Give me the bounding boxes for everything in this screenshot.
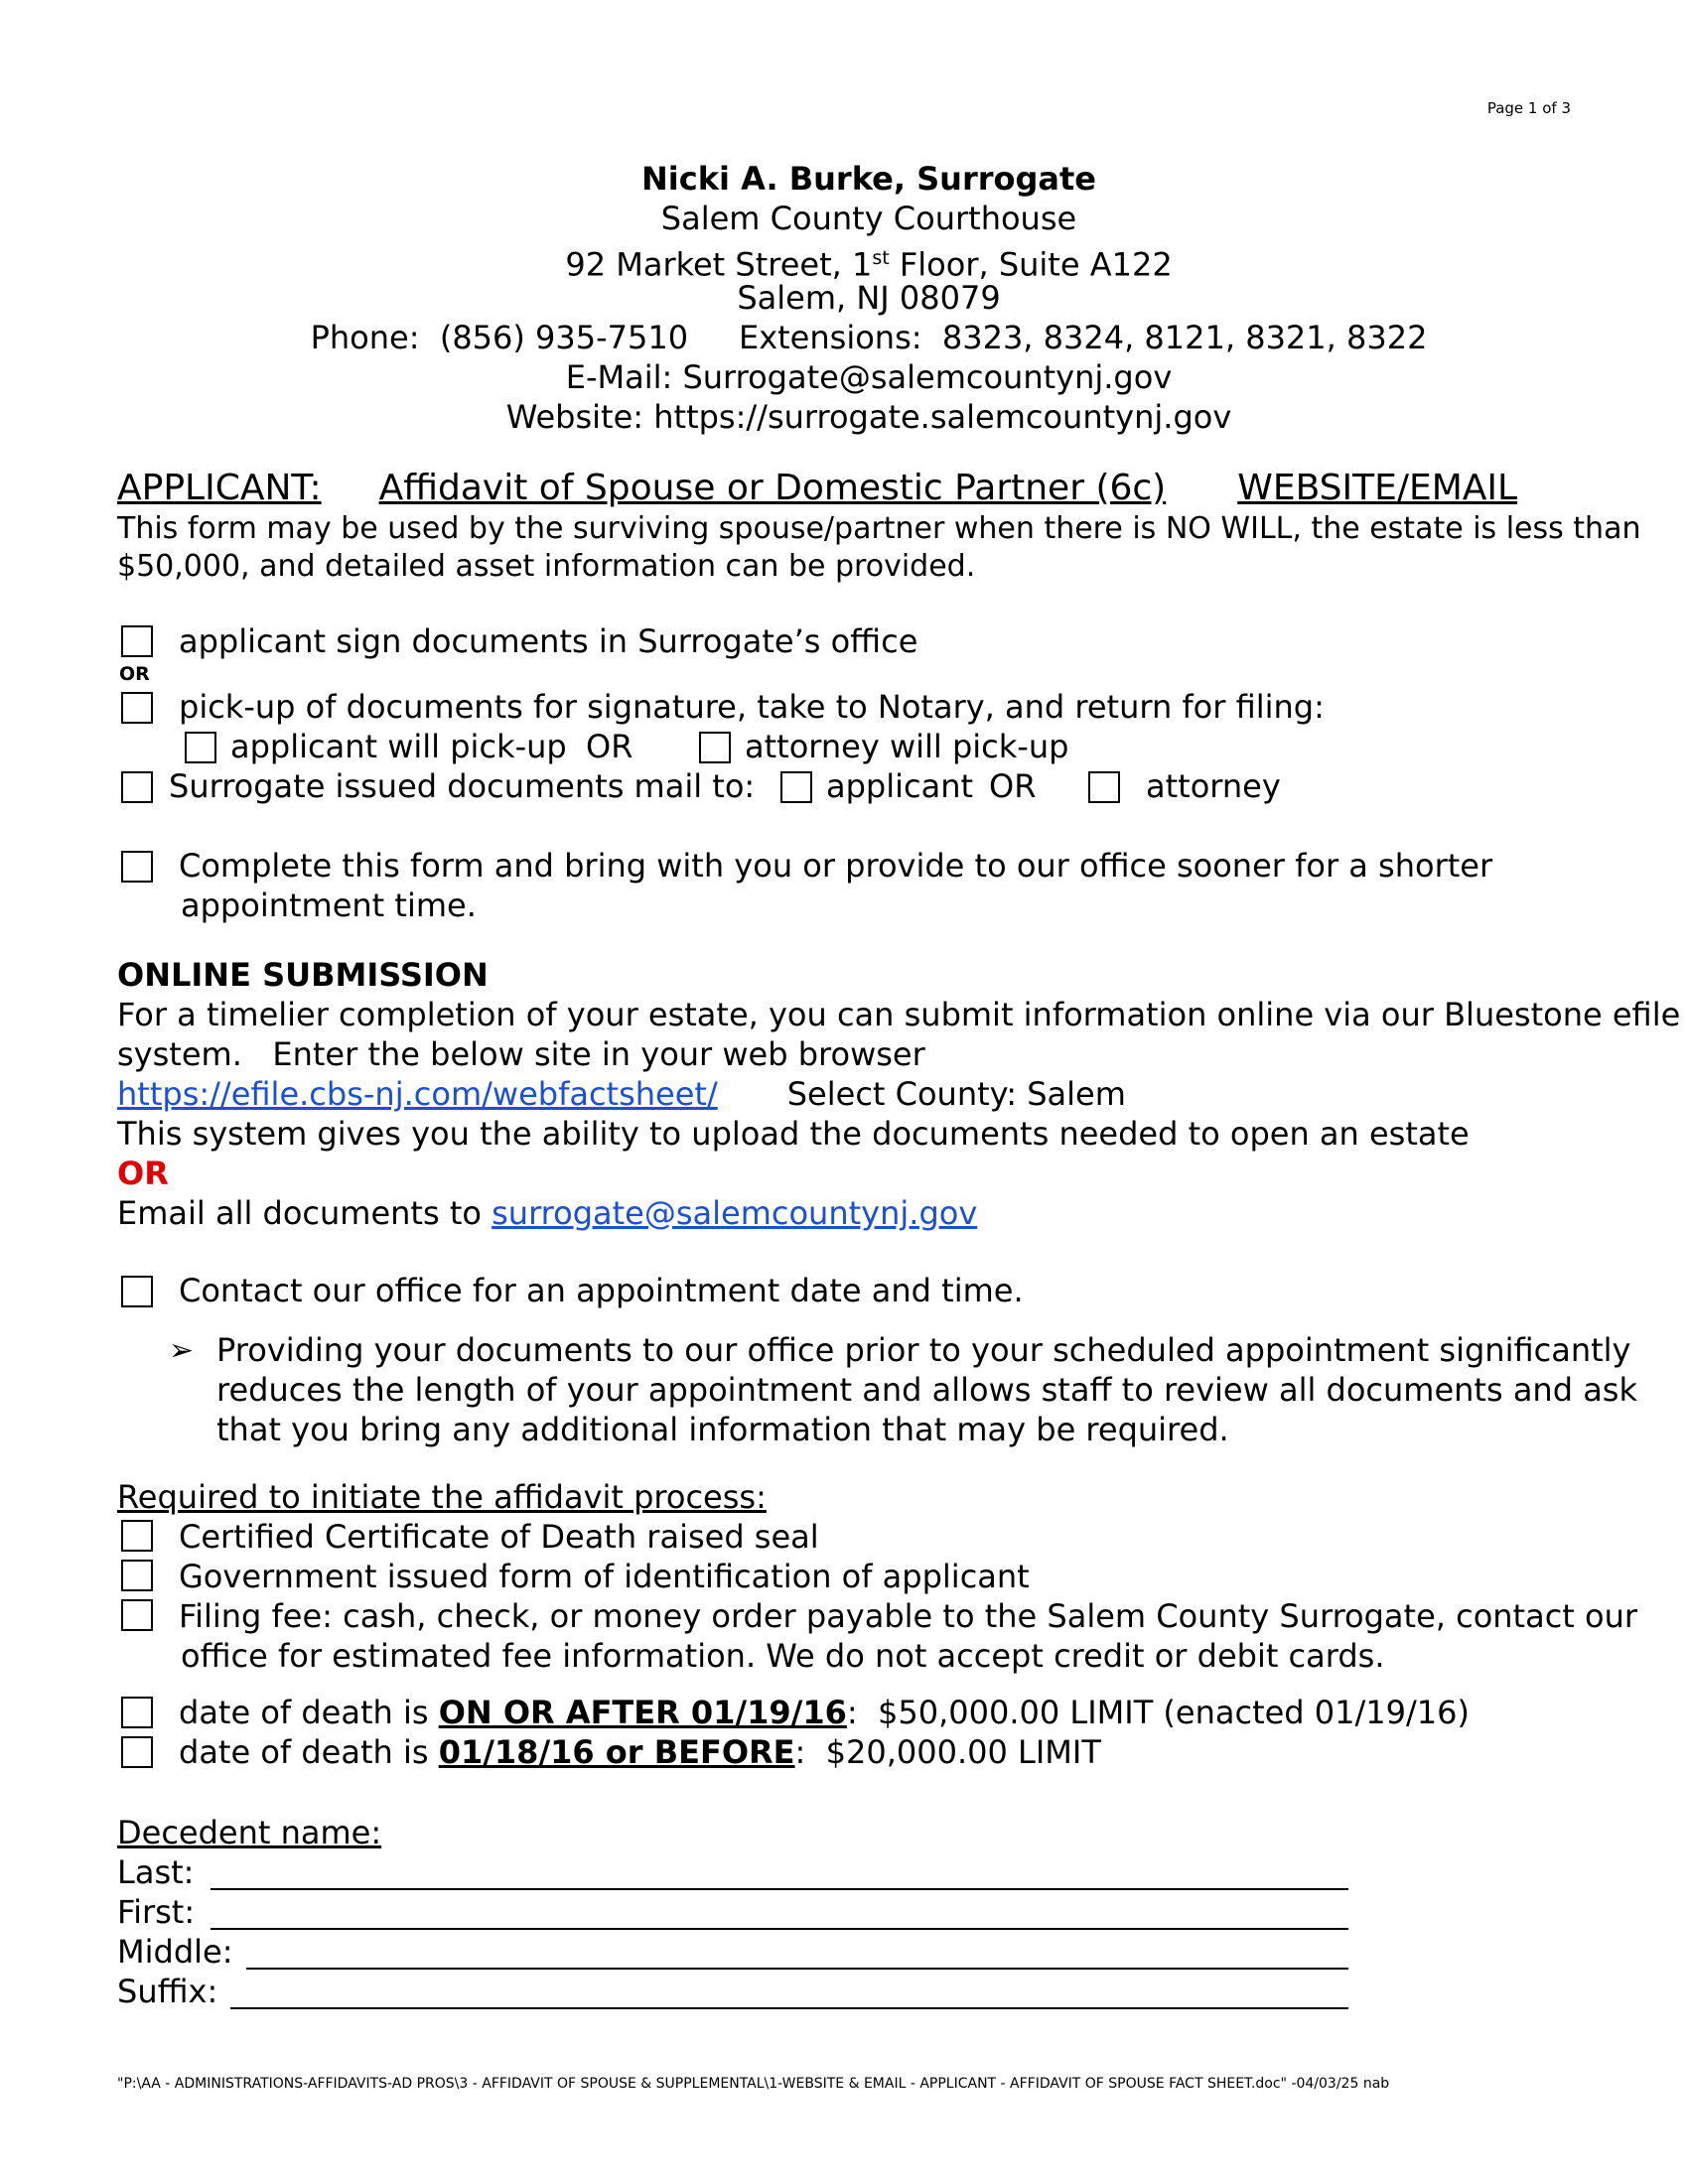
surrogate-name: Nicki A. Burke, Surrogate xyxy=(640,160,1096,198)
phone-line: Phone: (856) 935-7510 Extensions: 8323, 8324, 8121, 8321, 8322 xyxy=(310,319,1428,356)
mail-or-label: OR xyxy=(989,767,1037,805)
applicant-pickup-checkbox[interactable] xyxy=(185,732,216,763)
mail-applicant-checkbox[interactable] xyxy=(780,771,812,803)
contact-bullet-line-1: Providing your documents to our office prior to your scheduled appointment significantly xyxy=(216,1331,1631,1369)
decedent-suffix-label: Suffix: xyxy=(117,1973,218,2010)
filing-fee-checkbox[interactable] xyxy=(121,1599,153,1631)
footer-file-path: "P:\AA - ADMINISTRATIONS-AFFIDAVITS-AD PROS\3 - AFFIDAVIT OF SPOUSE & SUPPLEMENTAL\1-WEBSITE & EMAIL - APPLICANT - AFFIDAVIT OF SPOUSE FACT SHEET.doc" -04/03/25 nab xyxy=(117,2076,1390,2092)
city-state-zip: Salem, NJ 08079 xyxy=(737,279,1001,317)
decedent-last-field[interactable] xyxy=(211,1852,1348,1890)
online-submission-heading: ONLINE SUBMISSION xyxy=(117,956,489,994)
office-name: Salem County Courthouse xyxy=(660,200,1077,237)
email-line: E-Mail: Surrogate@salemcountynj.gov xyxy=(565,358,1173,396)
mail-attorney-label: attorney xyxy=(1146,767,1281,805)
intro-line-1: This form may be used by the surviving spouse/partner when there is NO WILL, the estate is less than xyxy=(117,511,1641,546)
id-label: Government issued form of identification of applicant xyxy=(179,1558,1030,1595)
mail-to-checkbox[interactable] xyxy=(121,771,153,803)
dod-before-checkbox[interactable] xyxy=(121,1736,153,1768)
online-line-4: This system gives you the ability to upload the documents needed to open an estate xyxy=(117,1115,1470,1153)
contact-office-label: Contact our office for an appointment date and time. xyxy=(179,1272,1024,1309)
pickup-checkbox[interactable] xyxy=(121,692,153,724)
page-number: Page 1 of 3 xyxy=(1486,99,1571,117)
decedent-first-field[interactable] xyxy=(211,1892,1348,1930)
complete-form-line-1: Complete this form and bring with you or provide to our office sooner for a shorter xyxy=(179,847,1493,885)
email-documents-link[interactable]: surrogate@salemcountynj.gov xyxy=(492,1194,978,1232)
contact-bullet-line-2: reduces the length of your appointment and allows staff to review all documents and ask xyxy=(216,1371,1637,1409)
contact-office-checkbox[interactable] xyxy=(121,1276,153,1307)
mail-applicant-label: applicant xyxy=(826,767,974,805)
online-line-1: For a timelier completion of your estate, you can submit information online via our Bluestone efile xyxy=(117,996,1681,1033)
attorney-pickup-checkbox[interactable] xyxy=(699,732,731,763)
complete-form-checkbox[interactable] xyxy=(121,851,153,883)
applicant-pickup-label: applicant will pick-up xyxy=(230,728,567,765)
dod-before-label: date of death is 01/18/16 or BEFORE: $20,000.00 LIMIT xyxy=(179,1733,1101,1771)
select-county: Select County: Salem xyxy=(786,1075,1126,1113)
or-label: OR xyxy=(119,663,150,685)
required-heading: Required to initiate the affidavit process: xyxy=(117,1478,767,1516)
sign-in-office-checkbox[interactable] xyxy=(121,625,153,657)
arrow-bullet-icon: ➢ xyxy=(169,1333,195,1368)
online-line-2: system. Enter the below site in your web browser xyxy=(117,1035,925,1073)
decedent-middle-label: Middle: xyxy=(117,1933,233,1971)
pickup-label: pick-up of documents for signature, take to Notary, and return for filing: xyxy=(179,688,1325,726)
id-checkbox[interactable] xyxy=(121,1560,153,1591)
online-or-label: OR xyxy=(117,1155,169,1192)
pickup-or-label: OR xyxy=(586,728,633,765)
death-certificate-checkbox[interactable] xyxy=(121,1520,153,1552)
decedent-heading: Decedent name: xyxy=(117,1814,382,1851)
decedent-last-label: Last: xyxy=(117,1853,195,1891)
mail-to-label: Surrogate issued documents mail to: xyxy=(169,767,756,805)
contact-bullet-line-3: that you bring any additional information that may be required. xyxy=(216,1411,1229,1448)
intro-line-2: $50,000, and detailed asset information can be provided. xyxy=(117,549,976,584)
email-documents-line: Email all documents to surrogate@salemcountynj.gov xyxy=(117,1194,978,1232)
attorney-pickup-label: attorney will pick-up xyxy=(745,728,1069,765)
decedent-first-label: First: xyxy=(117,1893,196,1931)
website-line: Website: https://surrogate.salemcountynj.gov xyxy=(505,398,1232,436)
mail-attorney-checkbox[interactable] xyxy=(1088,771,1120,803)
death-certificate-label: Certified Certificate of Death raised seal xyxy=(179,1518,819,1556)
form-title: APPLICANT: Affidavit of Spouse or Domestic Partner (6c) WEBSITE/EMAIL xyxy=(117,468,1518,508)
efile-url-row xyxy=(117,1074,1126,1114)
decedent-suffix-field[interactable] xyxy=(230,1972,1348,2009)
sign-in-office-label: applicant sign documents in Surrogate’s office xyxy=(179,622,918,660)
street-address: 92 Market Street, 1st Floor, Suite A122 xyxy=(565,245,1173,284)
filing-fee-label: Filing fee: cash, check, or money order payable to the Salem County Surrogate, contact our xyxy=(179,1597,1638,1635)
efile-url-link[interactable]: https://efile.cbs-nj.com/webfactsheet/ xyxy=(117,1075,718,1113)
decedent-middle-field[interactable] xyxy=(246,1932,1348,1970)
dod-after-checkbox[interactable] xyxy=(121,1697,153,1728)
dod-after-label: date of death is ON OR AFTER 01/19/16: $50,000.00 LIMIT (enacted 01/19/16) xyxy=(179,1694,1470,1731)
filing-fee-line-2: office for estimated fee information. We do not accept credit or debit cards. xyxy=(181,1637,1385,1675)
complete-form-line-2: appointment time. xyxy=(181,887,477,924)
